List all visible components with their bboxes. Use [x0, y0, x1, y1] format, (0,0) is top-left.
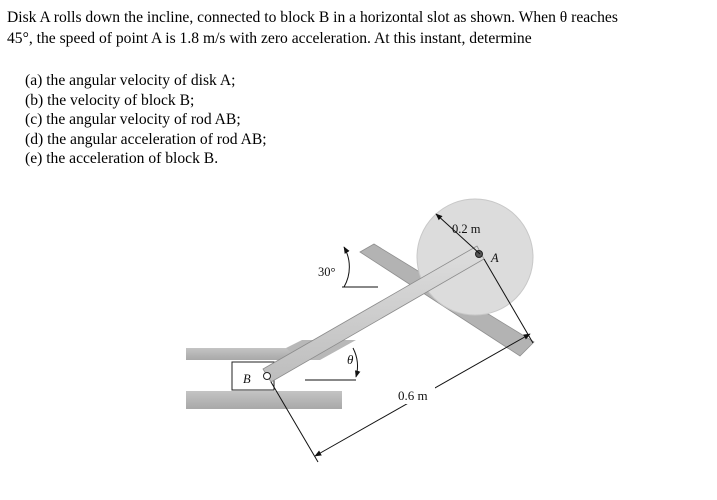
part-c: (c) the angular velocity of rod AB; — [25, 111, 241, 128]
rod-ab — [263, 246, 484, 382]
incline-angle-arc — [344, 247, 349, 287]
part-e: (e) the acceleration of block B. — [25, 150, 219, 167]
pin-b — [264, 373, 271, 380]
block-label: B — [243, 372, 251, 386]
theta-label: θ — [347, 352, 354, 367]
problem-line-1: Disk A rolls down the incline, connected to block B in a horizontal slot as shown. When θ reaches — [7, 9, 618, 26]
radius-label: 0.2 m — [452, 222, 481, 236]
part-a: (a) the angular velocity of disk A; — [25, 72, 236, 89]
disk-label: A — [491, 251, 499, 265]
lower-slot-rail — [186, 391, 342, 409]
incline-angle-label: 30° — [318, 265, 336, 279]
problem-line-2: 45°, the speed of point A is 1.8 m/s with zero acceleration. At this instant, determine — [7, 30, 532, 47]
rod-length-label: 0.6 m — [398, 388, 428, 403]
part-d: (d) the angular acceleration of rod AB; — [25, 130, 267, 148]
part-b: (b) the velocity of block B; — [25, 91, 195, 109]
theta-angle-arc — [353, 348, 357, 377]
pin-a — [476, 251, 483, 258]
